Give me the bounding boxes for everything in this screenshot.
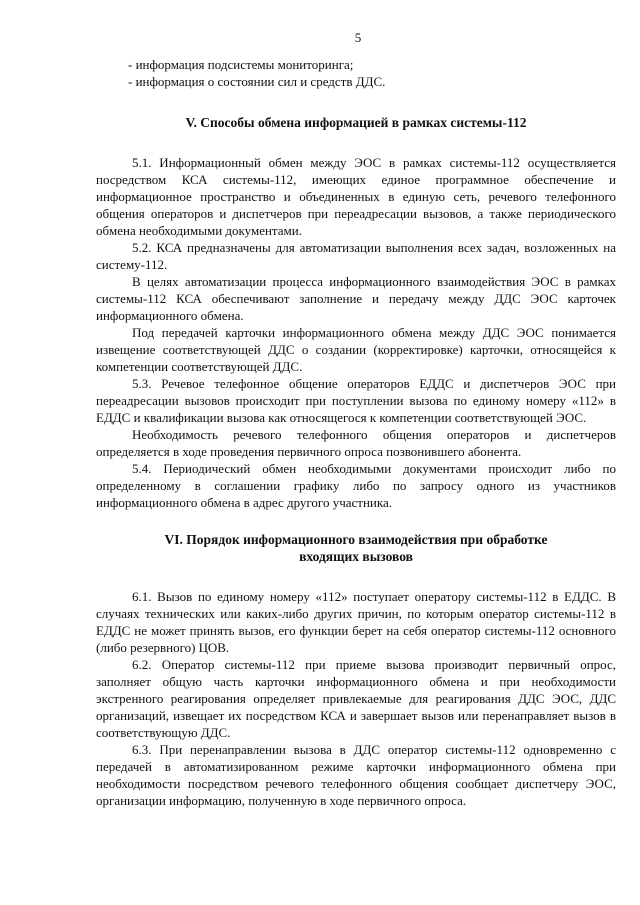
info-list [96,56,616,90]
paragraph-5-1: 5.1. Информационный обмен между ЭОС в рамках системы-112 осуществляется посредством КСА системы-112, имеющих единое программное обеспечение и информационное пространство и объединенных в единую сеть, речевого телефонного общения операторов и диспетчеров при переадресации вызовов, а также периодического обмена необходимыми документами. [96,155,616,238]
paragraph-5-2: 5.2. КСА предназначены для автоматизации выполнения всех задач, возложенных на систему-112. [96,240,616,272]
paragraph-6-3: 6.3. При перенаправлении вызова в ДДС оператор системы-112 одновременно с передачей в автоматизированном режиме карточки информационного обмена при необходимости посредством речевого телефонного общения сообщает диспетчеру ЭОС, организации информацию, полученную в ходе первичного опроса. [96,742,616,808]
paragraph-5-4: 5.4. Периодический обмен необходимыми документами происходит либо по определенному в соглашении графику либо по запросу одного из участников информационного обмена в адрес другого участника. [96,461,616,510]
section-6-heading-line-1: VI. Порядок информационного взаимодействия при обработке [164,532,548,547]
section-5-body [96,154,616,511]
paragraph-6-1: 6.1. Вызов по единому номеру «112» поступает оператору системы-112 в ЕДДС. В случаях технических или каких-либо других причин, по которым оператор системы-112 в ЕДДС не может принять вызов, его функции берет на себя оператор системы-112 основного (либо резервного) ЦОВ. [96,589,616,655]
document-page [96,30,616,809]
section-5-heading: V. Способы обмена информацией в рамках системы-112 [185,115,527,130]
section-6-heading [96,531,616,565]
section-6-heading-line-2: входящих вызовов [299,549,413,564]
list-item: - информация подсистемы мониторинга; [128,57,354,72]
paragraph-5-2-transfer: Под передачей карточки информационного обмена между ДДС ЭОС понимается извещение соответствующей ДДС о создании (корректировке) карточки, относящейся к компетенции соответствующей ДДС. [96,325,616,374]
paragraph-5-2-automation: В целях автоматизации процесса информационного взаимодействия ЭОС в рамках системы-112 КСА обеспечивают заполнение и передачу между ДДС ЭОС карточек информационного обмена. [96,274,616,323]
page-number: 5 [354,30,362,45]
paragraph-5-3-necessity: Необходимость речевого телефонного общения операторов и диспетчеров определяется в ходе проведения первичного опроса позвонившего абонента. [96,427,616,459]
section-6-body [96,588,616,809]
paragraph-5-3: 5.3. Речевое телефонное общение операторов ЕДДС и диспетчеров ЭОС при переадресации вызовов происходит при поступлении вызова по единому номеру «112» в ЕДДС и квалификации вызова как относящегося к компетенции соответствующей ЭОС. [96,376,616,425]
list-item: - информация о состоянии сил и средств ДДС. [128,74,386,89]
paragraph-6-2: 6.2. Оператор системы-112 при приеме вызова производит первичный опрос, заполняет общую часть карточки информационного обмена и при необходимости экстренного реагирования определяет привлекаемые для реагирования ДДС ЭОС, ДДС организаций, извещает их посредством КСА и завершает вызов или перенаправляет вызов в соответствующую ДДС. [96,657,616,740]
